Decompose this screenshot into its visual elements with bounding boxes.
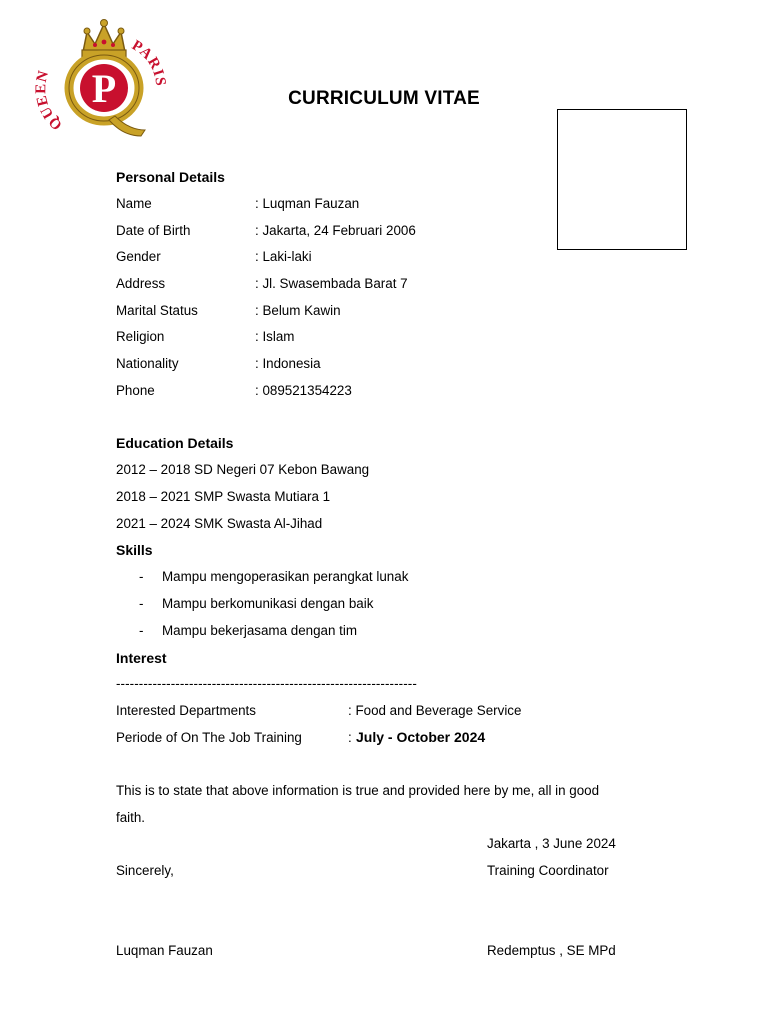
education-item: 2018 – 2021 SMP Swasta Mutiara 1 — [116, 489, 331, 504]
label-training-period: Periode of On The Job Training — [116, 730, 302, 745]
value-religion: : Islam — [255, 329, 295, 344]
skill-bullet: - — [139, 596, 144, 611]
label-date-of-birth: Date of Birth — [116, 223, 191, 238]
skill-bullet: - — [139, 569, 144, 584]
value-gender: : Laki-laki — [255, 249, 312, 264]
applicant-name: Luqman Fauzan — [116, 943, 213, 958]
logo-letter: P — [91, 66, 117, 111]
logo-queen-text: QUEEN — [33, 68, 66, 133]
value-address: : Jl. Swasembada Barat 7 — [255, 276, 408, 291]
label-religion: Religion — [116, 329, 165, 344]
statement-line-2: faith. — [116, 810, 146, 825]
interest-divider: ------------------------------------------------------------------ — [116, 676, 417, 691]
skill-bullet: - — [139, 623, 144, 638]
document-title: CURRICULUM VITAE — [288, 88, 480, 109]
label-address: Address — [116, 276, 166, 291]
education-item: 2012 – 2018 SD Negeri 07 Kebon Bawang — [116, 462, 370, 477]
photo-placeholder — [557, 109, 687, 250]
statement-line-1: This is to state that above information is true and provided here by me, all in good — [116, 783, 600, 798]
skill-item: Mampu bekerjasama dengan tim — [162, 623, 358, 638]
value-name: : Luqman Fauzan — [255, 196, 360, 211]
coordinator-name: Redemptus , SE MPd — [487, 943, 616, 958]
label-interested-departments: Interested Departments — [116, 703, 256, 718]
value-interested-departments: : Food and Beverage Service — [348, 703, 522, 718]
value-phone: : 089521354223 — [255, 383, 352, 398]
label-nationality: Nationality — [116, 356, 179, 371]
interest-heading: Interest — [116, 650, 167, 666]
sincerely-text: Sincerely, — [116, 863, 174, 878]
value-marital-status: : Belum Kawin — [255, 303, 341, 318]
logo-paris-text: PARIS — [128, 37, 169, 88]
queen-paris-logo — [33, 12, 175, 142]
skills-heading: Skills — [116, 542, 153, 558]
coordinator-title: Training Coordinator — [487, 863, 609, 878]
label-name: Name — [116, 196, 152, 211]
place-date: Jakarta , 3 June 2024 — [487, 836, 616, 851]
label-gender: Gender — [116, 249, 161, 264]
skill-item: Mampu mengoperasikan perangkat lunak — [162, 569, 409, 584]
value-nationality: : Indonesia — [255, 356, 321, 371]
label-phone: Phone — [116, 383, 155, 398]
training-colon: : — [348, 730, 352, 745]
education-item: 2021 – 2024 SMK Swasta Al-Jihad — [116, 516, 323, 531]
value-training-period: July - October 2024 — [356, 729, 486, 745]
personal-details-heading: Personal Details — [116, 169, 225, 185]
svg-text:QUEEN — [33, 68, 65, 133]
skill-item: Mampu berkomunikasi dengan baik — [162, 596, 374, 611]
education-details-heading: Education Details — [116, 435, 234, 451]
label-marital-status: Marital Status — [116, 303, 198, 318]
value-date-of-birth: : Jakarta, 24 Februari 2006 — [255, 223, 416, 238]
